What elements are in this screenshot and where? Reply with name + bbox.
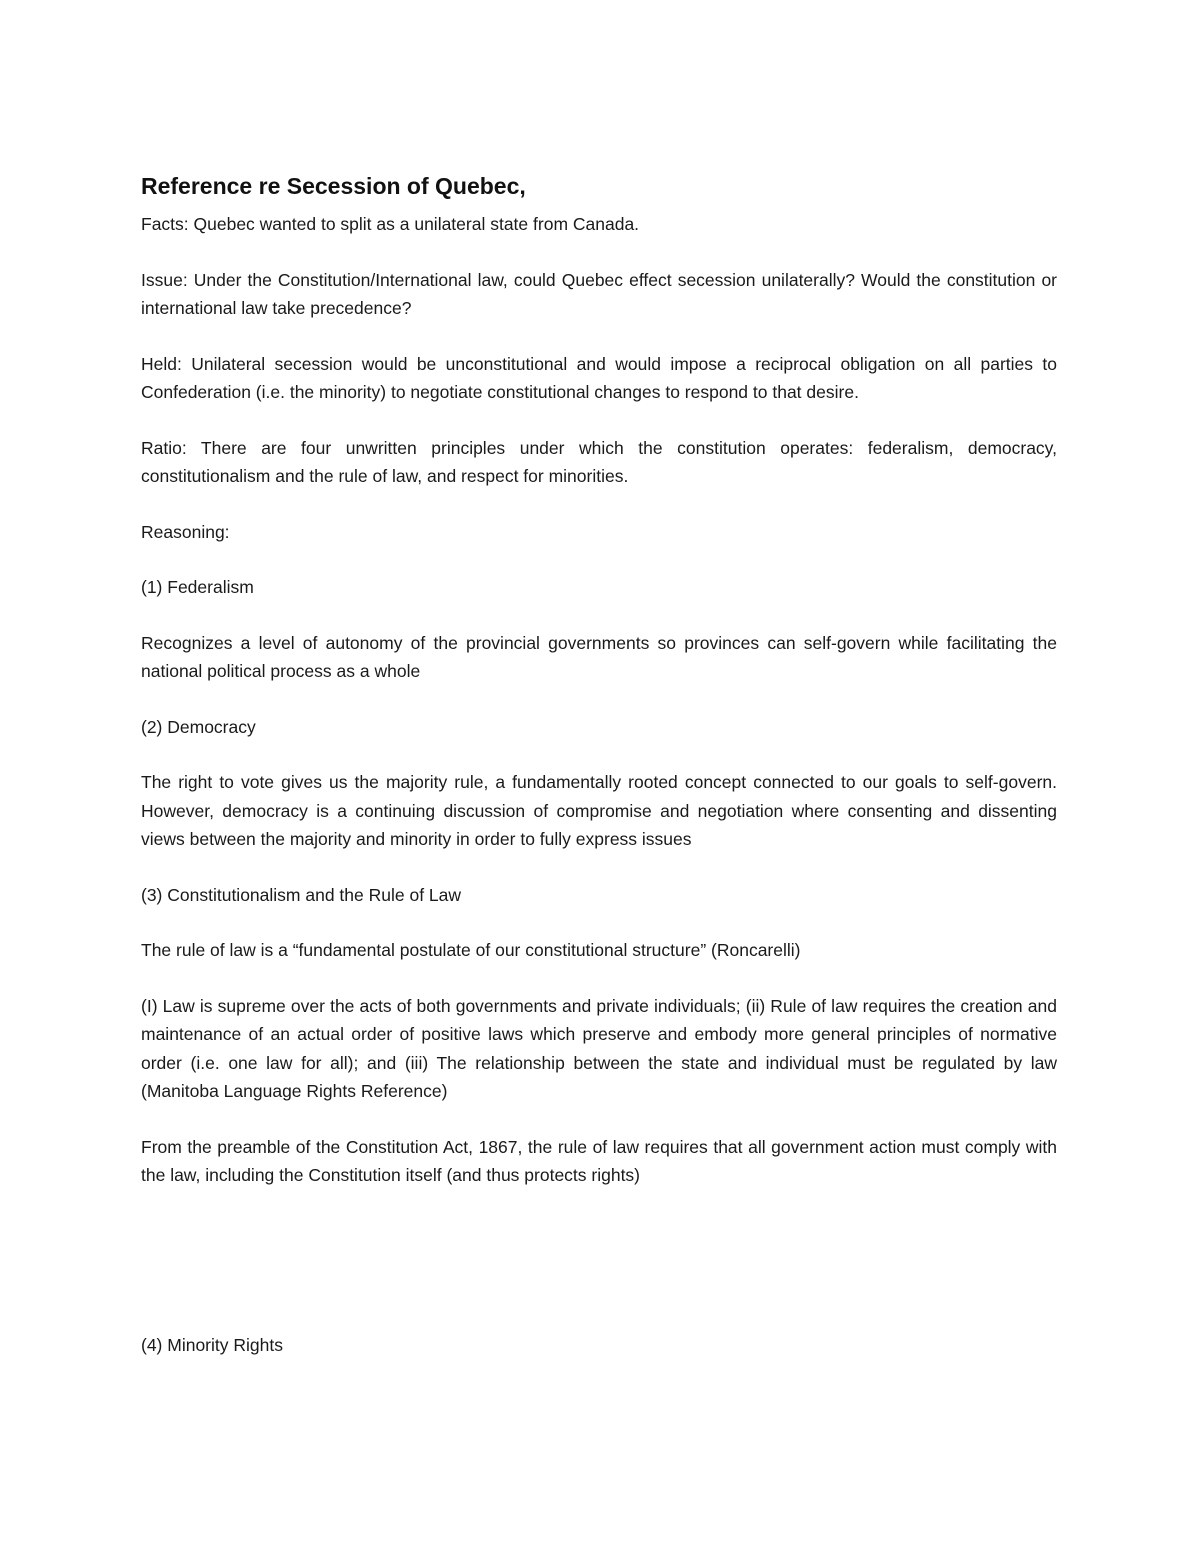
blank-space xyxy=(141,1217,1057,1331)
preamble-paragraph: From the preamble of the Constitution Act, 1867, the rule of law requires that all government action must comply with the law, including the Constitution itself (and thus protects rights) xyxy=(141,1136,1057,1185)
rule-of-law-heading: (3) Constitutionalism and the Rule of Law xyxy=(141,884,462,905)
democracy-heading: (2) Democracy xyxy=(141,716,256,737)
document-title: Reference re Secession of Quebec, xyxy=(141,173,526,199)
document-body xyxy=(141,168,1057,1386)
held-paragraph: Held: Unilateral secession would be unconstitutional and would impose a reciprocal obligation on all parties to Confederation (i.e. the minority) to negotiate constitutional changes to respond to that desire. xyxy=(141,353,1057,402)
ratio-paragraph: Ratio: There are four unwritten principles under which the constitution operates: federalism, democracy, constitutionalism and the rule of law, and respect for minorities. xyxy=(141,437,1057,486)
rule-of-law-quote: The rule of law is a “fundamental postulate of our constitutional structure” (Roncarelli) xyxy=(141,940,801,960)
facts-paragraph: Facts: Quebec wanted to split as a unilateral state from Canada. xyxy=(141,214,640,234)
rule-of-law-points: (I) Law is supreme over the acts of both governments and private individuals; (ii) Rule of law requires the creation and maintenance of an actual order of positive laws which preserve and embody more general principles of normative order (i.e. one law for all); and (iii) The relationship between the state and individual must be regulated by law (Manitoba Language Rights Reference) xyxy=(141,995,1057,1101)
federalism-heading: (1) Federalism xyxy=(141,577,254,597)
democracy-paragraph: The right to vote gives us the majority rule, a fundamentally rooted concept connected to our goals to self-govern. However, democracy is a continuing discussion of compromise and negotiation where consenting and dissenting views between the majority and minority in order to fully express issues xyxy=(141,772,1057,849)
issue-paragraph: Issue: Under the Constitution/International law, could Quebec effect secession unilaterally? Would the constitution or international law take precedence? xyxy=(141,269,1057,318)
federalism-paragraph: Recognizes a level of autonomy of the provincial governments so provinces can self-govern while facilitating the national political process as a whole xyxy=(141,632,1057,681)
minority-rights-heading: (4) Minority Rights xyxy=(141,1334,283,1355)
reasoning-label: Reasoning: xyxy=(141,521,230,542)
